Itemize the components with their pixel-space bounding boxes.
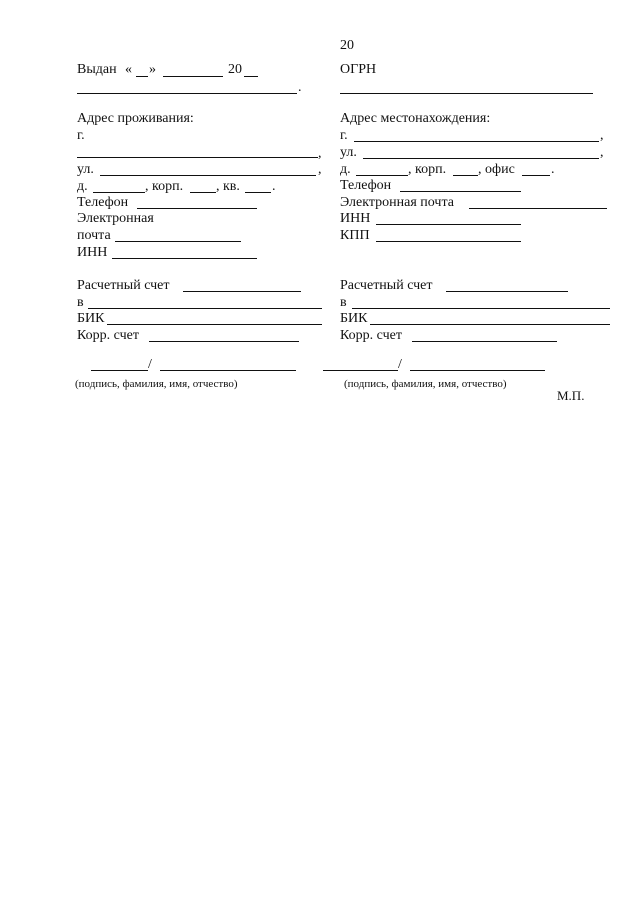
house-label: д. <box>77 179 88 194</box>
corr-account-field[interactable] <box>149 341 299 342</box>
issued-month-field[interactable] <box>163 76 223 77</box>
right-email-label: Электронная почта <box>340 195 454 210</box>
right-phone-field[interactable] <box>400 191 521 192</box>
issued-period: . <box>298 80 302 95</box>
corr-account-label: Корр. счет <box>77 328 139 343</box>
signature-field[interactable] <box>91 370 148 371</box>
email-label-line2: почта <box>77 228 111 243</box>
ogrn-label: ОГРН <box>340 62 377 77</box>
street-field[interactable] <box>100 175 316 176</box>
street-comma: , <box>318 162 322 177</box>
right-account-label: Расчетный счет <box>340 278 433 293</box>
building-label: , корп. <box>145 179 184 194</box>
right-building-label: , корп. <box>408 162 447 177</box>
right-city-comma: , <box>600 128 604 143</box>
right-signature-name-field[interactable] <box>410 370 545 371</box>
account-label: Расчетный счет <box>77 278 170 293</box>
issued-day-field[interactable] <box>136 76 148 77</box>
house-period: . <box>272 179 276 194</box>
right-office-field[interactable] <box>522 175 550 176</box>
right-house-period: . <box>551 162 555 177</box>
city-field[interactable] <box>77 157 318 158</box>
right-house-label: д. <box>340 162 351 177</box>
bank-name-field[interactable] <box>88 308 322 309</box>
building-field[interactable] <box>190 192 216 193</box>
right-street-label: ул. <box>340 145 357 160</box>
bik-label: БИК <box>77 311 105 326</box>
right-bik-field[interactable] <box>370 324 610 325</box>
right-city-label: г. <box>340 128 348 143</box>
page-number: 20 <box>340 38 354 53</box>
street-label: ул. <box>77 162 94 177</box>
right-bank-name-field[interactable] <box>352 308 610 309</box>
signature-slash: / <box>148 357 152 372</box>
house-field[interactable] <box>93 192 145 193</box>
inn-label: ИНН <box>77 245 108 260</box>
right-corr-account-label: Корр. счет <box>340 328 402 343</box>
right-signature-field[interactable] <box>323 370 398 371</box>
right-street-comma: , <box>600 145 604 160</box>
right-bik-label: БИК <box>340 311 368 326</box>
issued-by-field[interactable] <box>77 93 297 94</box>
residence-address-heading: Адрес проживания: <box>77 111 194 126</box>
inn-field[interactable] <box>112 258 257 259</box>
right-email-field[interactable] <box>469 208 607 209</box>
right-office-label: , офис <box>478 162 515 177</box>
kpp-label: КПП <box>340 228 370 243</box>
account-field[interactable] <box>183 291 301 292</box>
phone-field[interactable] <box>137 208 257 209</box>
city-comma: , <box>318 146 322 161</box>
right-inn-field[interactable] <box>376 224 521 225</box>
right-phone-label: Телефон <box>340 178 392 193</box>
location-address-heading: Адрес местонахождения: <box>340 111 491 126</box>
city-label: г. <box>77 128 85 143</box>
issued-year-prefix: 20 <box>228 62 242 77</box>
stamp-label: М.П. <box>557 388 585 403</box>
right-city-field[interactable] <box>354 141 599 142</box>
kpp-field[interactable] <box>376 241 521 242</box>
issued-open-quote: « <box>125 62 132 77</box>
right-building-field[interactable] <box>453 175 478 176</box>
right-bank-in-label: в <box>340 295 347 310</box>
apartment-field[interactable] <box>245 192 271 193</box>
bank-in-label: в <box>77 295 84 310</box>
issued-close-quote: » <box>149 62 156 77</box>
phone-label: Телефон <box>77 195 129 210</box>
signature-name-field[interactable] <box>160 370 296 371</box>
apartment-label: , кв. <box>216 179 240 194</box>
right-street-field[interactable] <box>363 158 599 159</box>
right-signature-caption: (подпись, фамилия, имя, отчество) <box>344 378 507 390</box>
right-account-field[interactable] <box>446 291 568 292</box>
right-corr-account-field[interactable] <box>412 341 557 342</box>
right-signature-slash: / <box>398 357 402 372</box>
bik-field[interactable] <box>107 324 322 325</box>
signature-caption: (подпись, фамилия, имя, отчество) <box>75 378 238 390</box>
email-label-line1: Электронная <box>77 211 154 226</box>
email-field[interactable] <box>115 241 241 242</box>
issued-year-field[interactable] <box>244 76 258 77</box>
right-inn-label: ИНН <box>340 211 371 226</box>
ogrn-field[interactable] <box>340 93 593 94</box>
issued-label: Выдан <box>77 62 117 77</box>
right-house-field[interactable] <box>356 175 408 176</box>
